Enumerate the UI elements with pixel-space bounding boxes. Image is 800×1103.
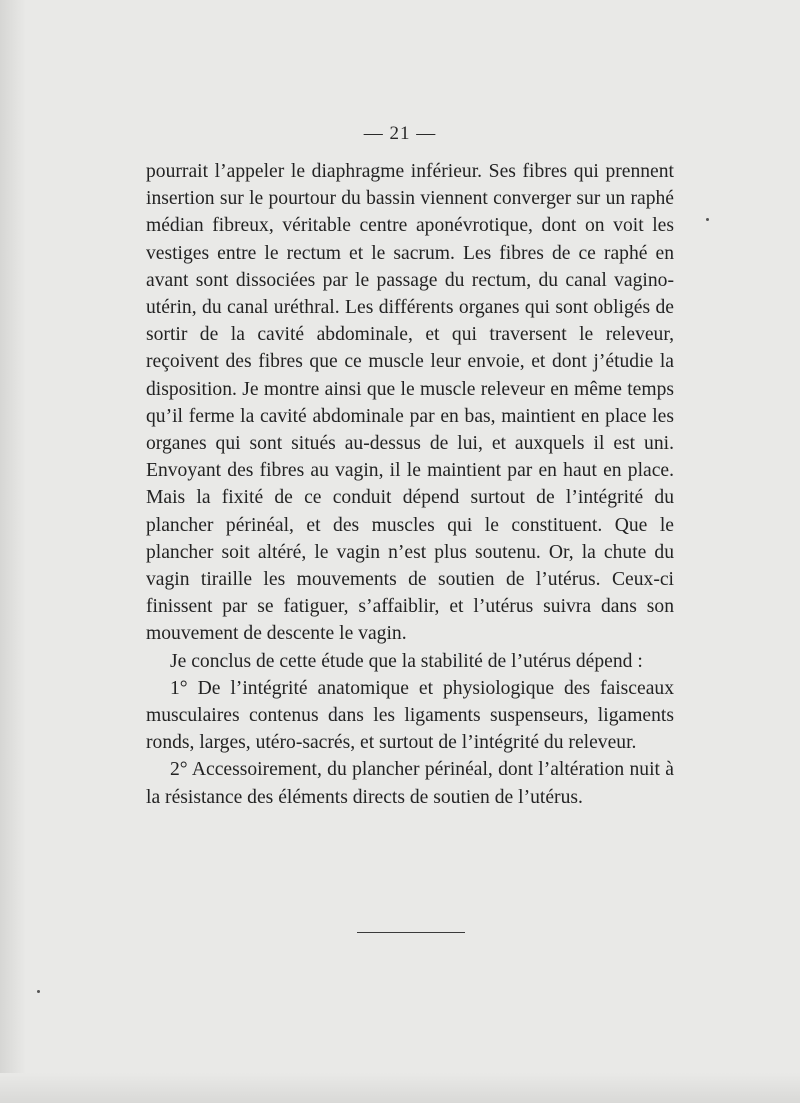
paragraph-continuation: pourrait l’appeler le diaphragme inférieur. Ses fibres qui prennent insertion sur le pourtour du bassin viennent converger sur un raphé médian fibreux, véritable centre aponévrotique, dont on voit les vestiges entre le rectum et le sacrum. Les fibres de ce raphé en avant sont dissociées par le passage du rectum, du canal vagino-utérin, du canal uréthral. Les différents organes qui sont obligés de sortir de la cavité abdominale, et qui traversent le releveur, reçoivent des fibres que ce muscle leur envoie, et dont j’étudie la disposition. Je montre ainsi que le muscle releveur en même temps qu’il ferme la cavité abdominale par en bas, maintient en place les organes qui sont situés au-dessus de lui, et auxquels il est uni. Envoyant des fibres au vagin, il le maintient par en haut en place. Mais la fixité de ce conduit dépend surtout de l’intégrité du plancher périnéal, et des muscles qui le constituent. Que le plancher soit altéré, le vagin n’est plus soutenu. Or, la chute du vagin tiraille les mouvements de soutien de l’utérus. Ceux-ci finissent par se fatiguer, s’affaiblir, et l’utérus suivra dans son mouvement de descente le vagin. <box>146 161 674 645</box>
ink-speck <box>706 218 709 221</box>
paragraph-conclusion-intro: Je conclus de cette étude que la stabilité de l’utérus dépend : <box>170 650 643 672</box>
ink-speck <box>37 990 40 993</box>
page-number: — 21 — <box>363 123 437 144</box>
end-rule-divider <box>357 932 465 933</box>
page-left-shadow <box>0 0 26 1103</box>
page-bottom-shadow <box>0 1073 800 1103</box>
paragraph-conclusion-point-1: 1° De l’intégrité anatomique et physiologique des faisceaux musculaires contenus dans les ligaments suspenseurs, ligaments ronds, larges, utéro-sacrés, et surtout de l’intégrité du releveur. <box>146 677 674 754</box>
body-text <box>146 158 674 811</box>
paragraph-conclusion-point-2: 2° Accessoirement, du plancher périnéal, dont l’altération nuit à la résistance des éléments directs de soutien de l’utérus. <box>146 759 674 808</box>
